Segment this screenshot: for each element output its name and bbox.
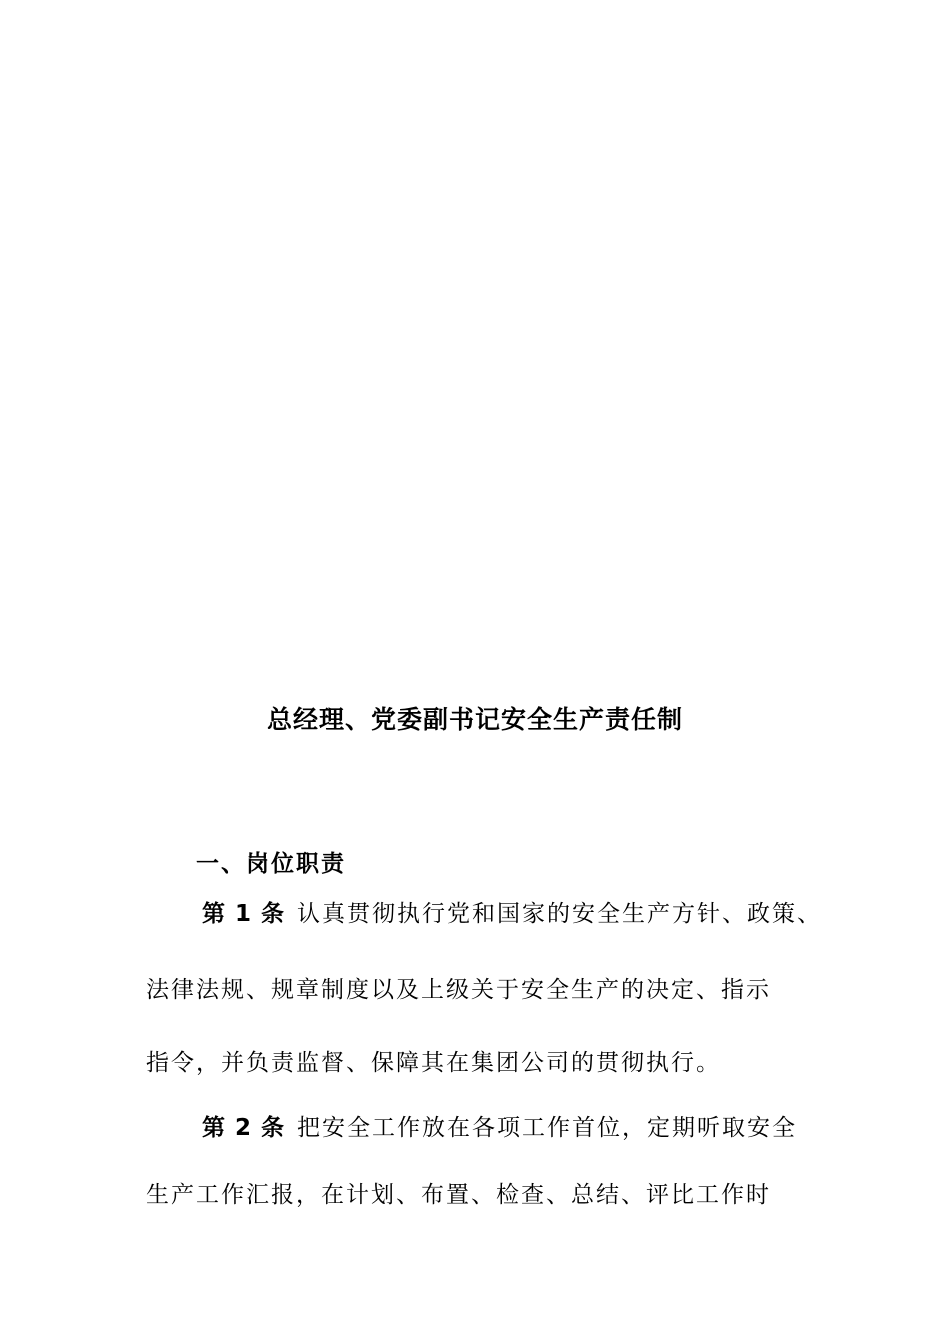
- article-1-line-2: 法律法规、规章制度以及上级关于安全生产的决定、指示: [146, 977, 771, 1003]
- article-2-label: 第 2 条: [202, 1115, 286, 1141]
- article-1-text-1: 认真贯彻执行党和国家的安全生产方针、政策、: [297, 901, 823, 927]
- article-1-line-3: 指令，并负责监督、保障其在集团公司的贯彻执行。: [146, 1050, 721, 1076]
- article-1-line-1: [202, 894, 822, 934]
- document-title: 总经理、党委副书记安全生产责任制: [266, 705, 683, 734]
- article-2-text-1: 把安全工作放在各项工作首位，定期听取安全: [297, 1115, 798, 1141]
- article-1-label: 第 1 条: [202, 901, 286, 927]
- article-2-line-1: [202, 1108, 797, 1148]
- section-heading: 一、岗位职责: [196, 851, 346, 877]
- article-2-line-2: 生产工作汇报，在计划、布置、检查、总结、评比工作时: [146, 1182, 771, 1208]
